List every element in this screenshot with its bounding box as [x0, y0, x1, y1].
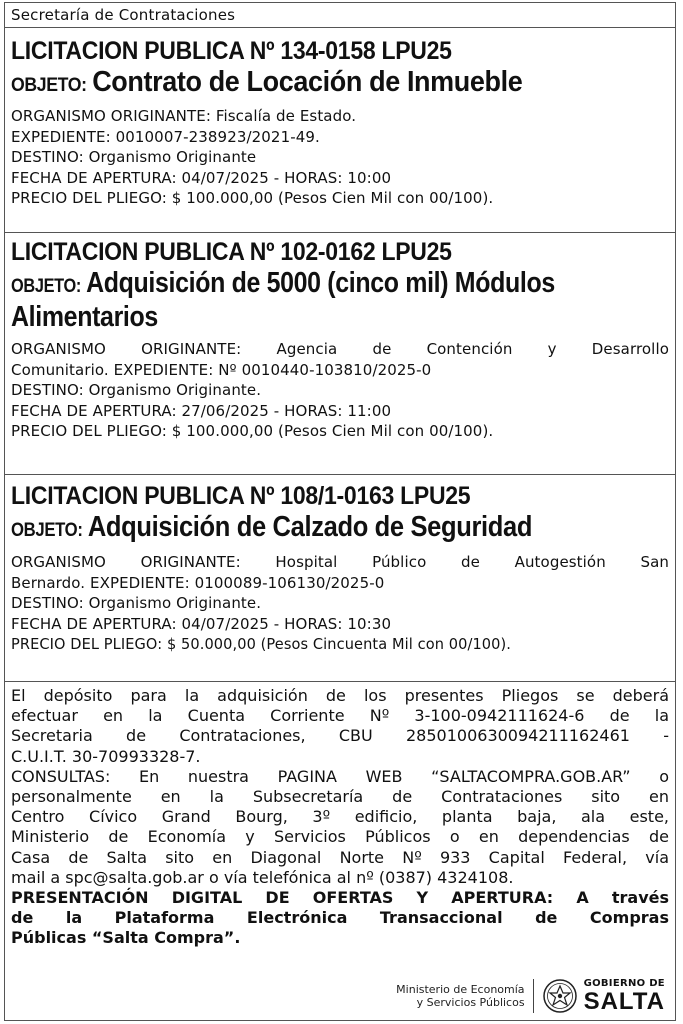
organismo-line: ORGANISMO ORIGINANTE: Hospital Público de Autogestión San — [11, 553, 669, 571]
objeto-text: Adquisición de 5000 (cinco mil) Módulos — [86, 267, 555, 299]
objeto-label: OBJETO: — [11, 520, 83, 541]
objeto-text: Contrato de Locación de Inmueble — [92, 66, 523, 98]
ministry-line-2: y Servicios Públicos — [416, 996, 525, 1009]
apertura-line: FECHA DE APERTURA: 04/07/2025 - HORAS: 10:00 — [11, 168, 392, 187]
tender-title: LICITACION PUBLICA Nº 108/1-0163 LPU25 — [11, 482, 471, 510]
footer-line: personalmente en la Subsecretaría de Contrataciones sito en — [11, 787, 669, 807]
footer-bold-line: de la Plataforma Electrónica Transaccional de Compras — [11, 908, 669, 928]
apertura-line: FECHA DE APERTURA: 27/06/2025 - HORAS: 11:00 — [11, 401, 392, 420]
destino-line: DESTINO: Organismo Originante. — [11, 594, 262, 612]
tender-objeto — [11, 512, 590, 546]
tender-title: LICITACION PUBLICA Nº 102-0162 LPU25 — [11, 238, 452, 266]
footer-line: El depósito para la adquisición de los presentes Pliegos se deberá — [11, 686, 669, 705]
footer-line: efectuar en la Cuenta Corriente Nº 3-100-0942111624-6 de la — [11, 706, 669, 726]
footer-bold-line: PRESENTACIÓN DIGITAL DE OFERTAS Y APERTURA: A través — [11, 888, 669, 908]
tender-section-3 — [5, 481, 675, 682]
destino-line: DESTINO: Organismo Originante — [11, 148, 257, 166]
tender-objeto — [11, 268, 577, 302]
header: Secretaría de Contrataciones — [5, 3, 675, 28]
apertura-line: FECHA DE APERTURA: 04/07/2025 - HORAS: 10:30 — [11, 614, 392, 633]
government-logo — [396, 978, 665, 1014]
expediente-line: EXPEDIENTE: 0010007-238923/2021-49. — [11, 127, 320, 146]
announcement-frame — [4, 2, 676, 1021]
coat-of-arms-icon — [542, 978, 578, 1014]
footer-line: Casa de Salta sito en Diagonal Norte Nº 933 Capital Federal, vía — [11, 847, 669, 867]
expediente-line: Bernardo. EXPEDIENTE: 0100089-106130/2025-0 — [11, 573, 385, 592]
gobierno-salta — [584, 978, 665, 1014]
footer-line: Secretaria de Contrataciones, CBU 2850100630094211162461 - — [11, 726, 669, 746]
salta-text: SALTA — [583, 988, 665, 1015]
ministry-line-1: Ministerio de Economía — [396, 983, 525, 996]
tender-details — [11, 106, 669, 209]
destino-line: DESTINO: Organismo Originante. — [11, 381, 262, 399]
gobierno-de-text: GOBIERNO DE — [583, 978, 665, 989]
ministry-name — [396, 983, 524, 1009]
logo-divider — [533, 979, 534, 1013]
footer-notice — [5, 682, 675, 949]
tender-section-1 — [5, 36, 675, 233]
tender-objeto — [11, 67, 623, 101]
footer-bold-line: Públicas “Salta Compra”. — [11, 928, 241, 948]
footer-line: mail a spc@salta.gob.ar o vía telefónica al nº (0387) 4324108. — [11, 867, 514, 887]
footer-line: Ministerio de Economía y Servicios Públicos o en dependencias de — [11, 827, 669, 847]
expediente-line: Comunitario. EXPEDIENTE: Nº 0010440-103810/2025-0 — [11, 360, 432, 379]
tender-section-2 — [5, 237, 675, 475]
footer-line: Centro Cívico Grand Bourg, 3º edificio, planta baja, ala este, — [11, 807, 669, 827]
objeto-label: OBJETO: — [11, 276, 81, 297]
organismo-line: ORGANISMO ORIGINANTE: Fiscalía de Estado. — [11, 107, 357, 125]
precio-line: PRECIO DEL PLIEGO: $ 100.000,00 (Pesos Cien Mil con 00/100). — [11, 422, 494, 440]
tender-objeto-continued: Alimentarios — [11, 301, 158, 333]
tender-title: LICITACION PUBLICA Nº 134-0158 LPU25 — [11, 37, 452, 65]
tender-details — [11, 339, 669, 442]
objeto-label: OBJETO: — [11, 75, 87, 96]
footer-line: CONSULTAS: En nuestra PAGINA WEB “SALTACOMPRA.GOB.AR” o — [11, 766, 669, 786]
tender-details — [11, 552, 669, 655]
precio-line: PRECIO DEL PLIEGO: $ 100.000,00 (Pesos Cien Mil con 00/100). — [11, 189, 494, 207]
footer-line: C.U.I.T. 30-70993328-7. — [11, 746, 201, 766]
objeto-text: Adquisición de Calzado de Seguridad — [87, 511, 533, 543]
precio-line: PRECIO DEL PLIEGO: $ 50.000,00 (Pesos Cincuenta Mil con 00/100). — [11, 635, 512, 653]
organismo-line: ORGANISMO ORIGINANTE: Agencia de Contención y Desarrollo — [11, 340, 669, 358]
